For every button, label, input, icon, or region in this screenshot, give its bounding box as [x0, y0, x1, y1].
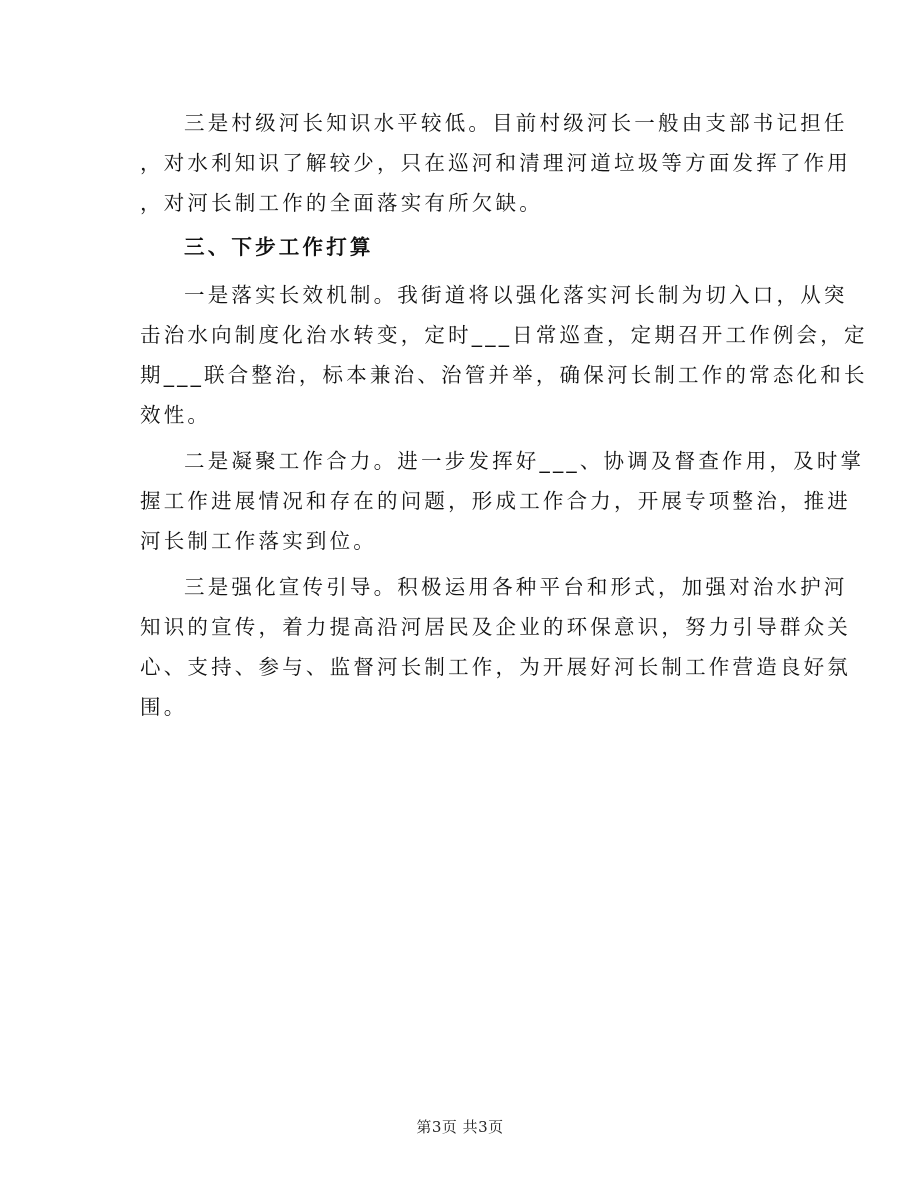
text-line: 一是落实长效机制。我街道将以强化落实河长制为切入口，从突 — [184, 283, 848, 307]
document-body — [140, 103, 868, 727]
paragraph-plan-cooperation — [140, 441, 865, 561]
paragraph-village-river-chief — [140, 103, 851, 223]
text-line: 二是凝聚工作合力。进一步发挥好___、协调及督查作用，及时掌 — [184, 449, 865, 473]
text-line: 期___联合整治，标本兼治、治管并举，确保河长制工作的常态化和长 — [140, 363, 868, 387]
text-line: 效性。 — [140, 403, 212, 427]
text-line: 河长制工作落实到位。 — [140, 529, 377, 553]
text-line: 心、支持、参与、监督河长制工作，为开展好河长制工作营造良好氛 — [140, 655, 851, 679]
page-number-footer: 第3页 共3页 — [416, 1118, 504, 1136]
text-line: ，对河长制工作的全面落实有所欠缺。 — [140, 191, 543, 215]
text-line: 围。 — [140, 695, 188, 719]
text-line: ，对水利知识了解较少，只在巡河和清理河道垃圾等方面发挥了作用 — [140, 151, 851, 175]
text-line: 三是强化宣传引导。积极运用各种平台和形式，加强对治水护河 — [184, 575, 848, 599]
paragraph-plan-publicity — [140, 567, 851, 727]
section-heading: 三、下步工作打算 — [184, 235, 374, 259]
text-line: 三是村级河长知识水平较低。目前村级河长一般由支部书记担任 — [184, 111, 848, 135]
text-line: 握工作进展情况和存在的问题，形成工作合力，开展专项整治，推进 — [140, 489, 851, 513]
text-line: 知识的宣传，着力提高沿河居民及企业的环保意识，努力引导群众关 — [140, 615, 851, 639]
text-line: 击治水向制度化治水转变，定时___日常巡查，定期召开工作例会，定 — [140, 323, 868, 347]
paragraph-plan-mechanism — [140, 275, 868, 435]
